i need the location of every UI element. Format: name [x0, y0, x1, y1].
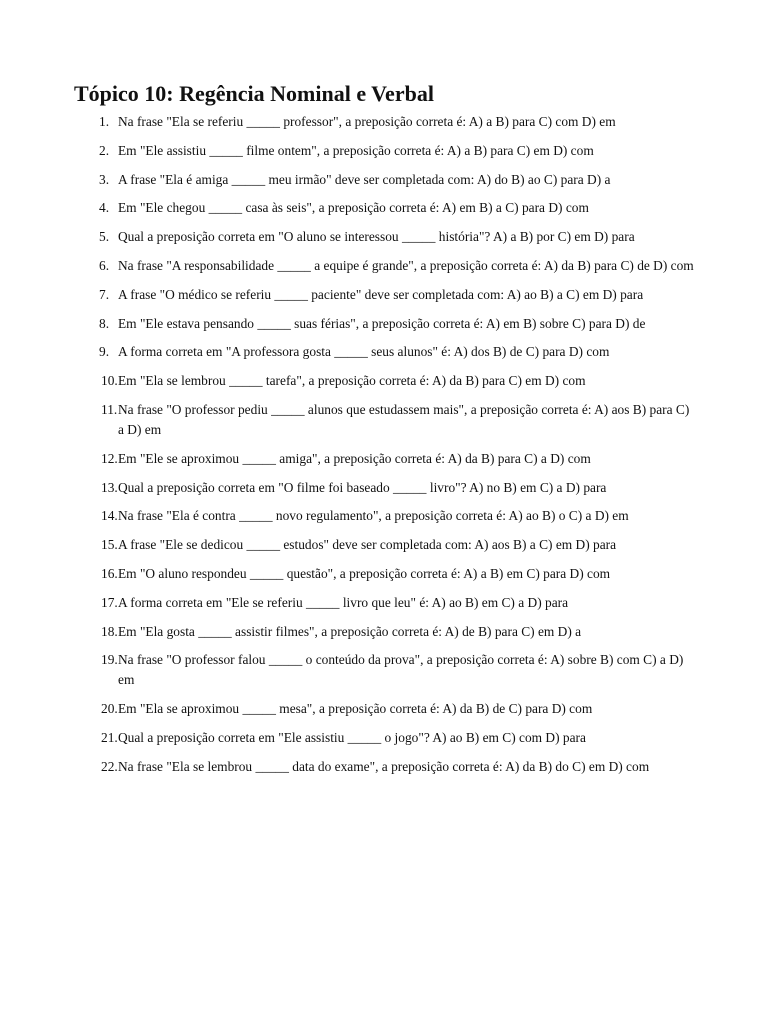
question-number: 1.: [99, 114, 110, 129]
question-number: 2.: [99, 142, 110, 158]
question-text: Em "Ela se aproximou _____ mesa", a preposição correta é: A) da B) de C) para D) com: [118, 701, 593, 717]
question-number: 13.: [101, 479, 118, 495]
question-text: Em "Ele estava pensando _____ suas férias", a preposição correta é: A) em B) sobre C) para D) de: [118, 315, 646, 331]
question-item: [0, 506, 695, 526]
question-item: [0, 622, 695, 642]
question-item: [0, 650, 695, 690]
question-item: [0, 112, 695, 132]
question-text: Na frase "Ela se lembrou _____ data do exame", a preposição correta é: A) da B) do C) em D) com: [118, 758, 650, 774]
question-number: 17.: [101, 594, 118, 610]
page-title: Tópico 10: Regência Nominal e Verbal: [74, 81, 434, 106]
question-item: [0, 285, 695, 305]
question-item: [0, 728, 695, 748]
question-number: 6.: [99, 257, 110, 273]
question-number: 11.: [101, 401, 118, 417]
question-item: [0, 314, 695, 334]
question-text: A frase "Ela é amiga _____ meu irmão" deve ser completada com: A) do B) ao C) para D) a: [118, 171, 611, 187]
question-text: Na frase "Ela se referiu _____ professor", a preposição correta é: A) a B) para C) com D) em: [118, 114, 616, 129]
question-text: A frase "O médico se referiu _____ paciente" deve ser completada com: A) ao B) a C) em D) para: [118, 286, 644, 302]
question-number: 7.: [99, 286, 110, 302]
question-text: Qual a preposição correta em "O aluno se interessou _____ história"? A) a B) por C) em D) para: [118, 229, 635, 245]
question-text: Em "Ela gosta _____ assistir filmes", a preposição correta é: A) de B) para C) em D) a: [118, 623, 582, 639]
question-text: Em "Ele chegou _____ casa às seis", a preposição correta é: A) em B) a C) para D) com: [118, 200, 589, 216]
question-item: [0, 371, 695, 391]
question-number: 18.: [101, 623, 118, 639]
question-text: Na frase "O professor falou _____ o conteúdo da prova", a preposição correta é: A) sobre B) com C) a D) em: [118, 652, 684, 688]
question-item: [0, 449, 695, 469]
question-text: A frase "Ele se dedicou _____ estudos" deve ser completada com: A) aos B) a C) em D) para: [118, 537, 617, 553]
question-item: [0, 256, 695, 276]
question-text: Qual a preposição correta em "O filme foi baseado _____ livro"? A) no B) em C) a D) para: [118, 479, 607, 495]
question-item: [0, 141, 695, 161]
question-number: 20.: [101, 701, 118, 717]
question-number: 10.: [101, 373, 118, 389]
question-number: 8.: [99, 315, 110, 331]
question-item: [0, 757, 695, 777]
question-text: Na frase "Ela é contra _____ novo regulamento", a preposição correta é: A) ao B) o C) a D) em: [118, 508, 629, 524]
question-text: Qual a preposição correta em "Ele assistiu _____ o jogo"? A) ao B) em C) com D) para: [118, 729, 586, 745]
question-number: 3.: [99, 171, 110, 187]
question-number: 9.: [99, 344, 110, 360]
question-text: Em "Ela se lembrou _____ tarefa", a preposição correta é: A) da B) para C) em D) com: [118, 373, 586, 389]
question-text: Em "O aluno respondeu _____ questão", a preposição correta é: A) a B) em C) para D) com: [118, 565, 611, 581]
question-number: 21.: [101, 729, 118, 745]
question-number: 14.: [101, 508, 118, 524]
question-text: Na frase "A responsabilidade _____ a equipe é grande", a preposição correta é: A) da B) para C) de D) com: [118, 257, 694, 273]
question-number: 22.: [101, 758, 118, 774]
question-number: 15.: [101, 537, 118, 553]
question-item: [0, 400, 695, 440]
question-number: 12.: [101, 450, 118, 466]
question-list: [0, 112, 768, 786]
question-text: Em "Ele se aproximou _____ amiga", a preposição correta é: A) da B) para C) a D) com: [118, 450, 591, 466]
question-item: [0, 478, 695, 498]
question-number: 19.: [101, 652, 118, 668]
question-text: Em "Ele assistiu _____ filme ontem", a preposição correta é: A) a B) para C) em D) com: [118, 142, 594, 158]
question-number: 4.: [99, 200, 110, 216]
question-item: [0, 170, 695, 190]
question-item: [0, 699, 695, 719]
question-text: A forma correta em "A professora gosta _____ seus alunos" é: A) dos B) de C) para D) com: [118, 344, 610, 360]
question-number: 16.: [101, 565, 118, 581]
question-item: [0, 342, 695, 362]
question-number: 5.: [99, 229, 110, 245]
question-item: [0, 564, 695, 584]
question-item: [0, 593, 695, 613]
question-text: A forma correta em "Ele se referiu _____ livro que leu" é: A) ao B) em C) a D) para: [118, 594, 569, 610]
question-item: [0, 227, 695, 247]
question-text: Na frase "O professor pediu _____ alunos que estudassem mais", a preposição correta é: A) aos B) para C) a D) em: [118, 401, 690, 437]
question-item: [0, 198, 695, 218]
question-item: [0, 535, 695, 555]
